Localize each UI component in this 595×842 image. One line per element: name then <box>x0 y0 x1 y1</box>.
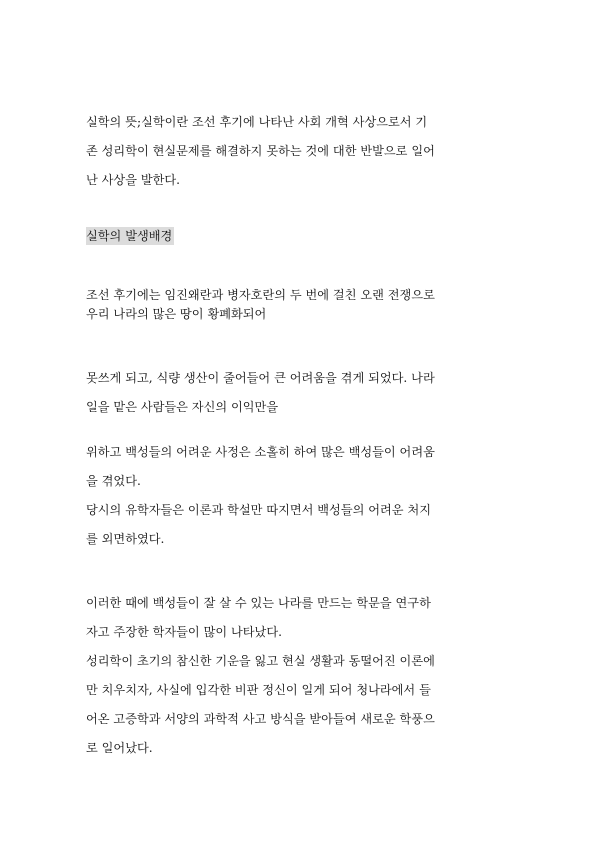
text-line: 위하고 백성들의 어려운 사정은 소홀히 하여 많은 백성들이 어려움 <box>86 445 435 459</box>
paragraph-2 <box>86 364 512 422</box>
text-line: 어온 고증학과 서양의 과학적 사고 방식을 받아들여 새로운 학풍으 <box>86 712 435 726</box>
text-line: 못쓰게 되고, 식량 생산이 줄어들어 큰 어려움을 겪게 되었다. 나라 <box>86 371 435 385</box>
text-line: 자고 주장한 학자들이 많이 나타났다. <box>86 625 282 639</box>
text-line: 이러한 때에 백성들이 잘 살 수 있는 나라를 만드는 학문을 연구하 <box>86 596 431 610</box>
text-line: 를 외면하였다. <box>86 532 165 546</box>
paragraph-1 <box>86 281 512 329</box>
paragraph-3 <box>86 438 512 554</box>
text-line: 실학의 뜻;실학이란 조선 후기에 나타난 사회 개혁 사상으로서 기 <box>86 115 428 129</box>
text-line: 을 겪었다. <box>86 474 141 488</box>
text-line: 로 일어났다. <box>86 741 153 755</box>
text-line: 난 사상을 발한다. <box>86 173 181 187</box>
text-line: 만 치우치자, 사실에 입각한 비판 정신이 일게 되어 청나라에서 들 <box>86 683 431 697</box>
text-line: 존 성리학이 현실문제를 해결하지 못하는 것에 대한 반발으로 일어 <box>86 144 435 158</box>
text-line: 성리학이 초기의 참신한 기운을 잃고 현실 생활과 동떨어진 이론에 <box>86 654 435 668</box>
intro-paragraph <box>86 108 512 195</box>
text-line: 조선 후기에는 임진왜란과 병자호란의 두 번에 걸친 오랜 전쟁으로 <box>86 288 435 302</box>
paragraph-4 <box>86 589 512 763</box>
text-line: 우리 나라의 많은 땅이 황폐화되어 <box>86 307 267 321</box>
section-heading: 실학의 발생배경 <box>86 229 173 243</box>
text-line: 당시의 유학자들은 이론과 학설만 따지면서 백성들의 어려운 처지 <box>86 503 431 517</box>
text-line: 일을 맡은 사람들은 자신의 이익만을 <box>86 400 279 414</box>
